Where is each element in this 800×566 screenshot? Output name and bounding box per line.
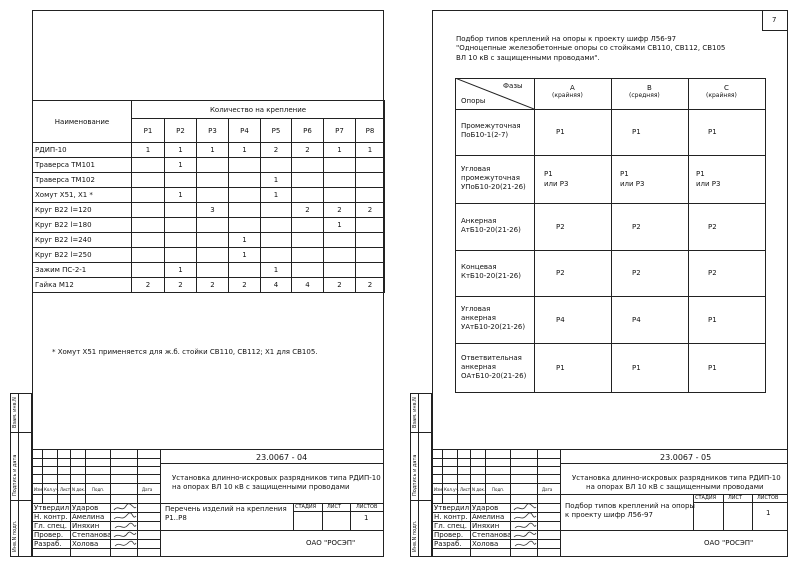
qty-cell <box>197 248 229 263</box>
sheet-title-1: Перечень изделий на крепления <box>165 505 287 513</box>
qty-cell <box>292 263 324 278</box>
qty-cell <box>197 173 229 188</box>
qty-cell <box>132 233 165 248</box>
col-data: Дата <box>142 487 153 492</box>
sheet-title-1: Подбор типов креплений на опоры <box>565 502 695 510</box>
qty-cell: 1 <box>132 143 165 158</box>
support-label: анкерная <box>461 314 496 322</box>
person: Ударов <box>72 504 99 512</box>
qty-cell <box>292 188 324 203</box>
qty-cell: 1 <box>261 263 292 278</box>
col-head: P7 <box>324 119 356 143</box>
fastener-quantity-table <box>32 100 385 293</box>
qty-cell: 1 <box>165 188 197 203</box>
qty-cell: 1 <box>165 158 197 173</box>
qty-cell <box>132 248 165 263</box>
qty-cell: 2 <box>132 278 165 293</box>
qty-cell: 2 <box>197 278 229 293</box>
fastener-type: P1 <box>708 315 717 324</box>
qty-cell: 2 <box>292 143 324 158</box>
support-label: Угловая <box>461 305 491 313</box>
doc-title-2: на опорах ВЛ 10 кВ с защищенными проводами <box>586 483 764 491</box>
organization: ОАО "РОСЭП" <box>306 539 356 547</box>
doc-code: 23.0067 - 05 <box>660 453 712 462</box>
qty-cell <box>229 218 261 233</box>
person: Иняхин <box>72 522 100 530</box>
person: Амелина <box>72 513 105 521</box>
col-list: Лист <box>460 487 471 492</box>
table-row <box>33 248 385 263</box>
col-list: Лист <box>60 487 71 492</box>
col-kol: Кол.уч. <box>44 487 60 492</box>
qty-cell: 3 <box>197 203 229 218</box>
fastener-type: P2 <box>708 222 717 231</box>
person: Холова <box>472 540 499 548</box>
signatures <box>512 503 538 557</box>
qty-cell <box>261 233 292 248</box>
support-label: Анкерная <box>461 216 497 225</box>
qty-cell <box>197 188 229 203</box>
sheets-count: 1 <box>364 514 369 522</box>
table-row <box>33 188 385 203</box>
side-label-podp: Подпись и дата <box>12 454 18 496</box>
fastener-alt: или P3 <box>696 180 721 188</box>
qty-cell: 2 <box>356 278 385 293</box>
phase-letter: A <box>570 84 575 92</box>
header-qty: Количество на крепление <box>132 101 385 119</box>
qty-cell <box>132 158 165 173</box>
qty-cell: 1 <box>229 248 261 263</box>
item-name: Траверса ТМ102 <box>33 173 132 188</box>
phase-desc: (средняя) <box>629 92 660 99</box>
role: Утвердил <box>34 504 70 512</box>
person: Амелина <box>472 513 505 521</box>
phase-desc: (крайняя) <box>552 92 583 99</box>
item-name: Гайка М12 <box>33 278 132 293</box>
qty-cell <box>165 233 197 248</box>
fastener-type: P2 <box>708 269 717 277</box>
col-podp: Подп. <box>492 487 505 492</box>
side-label-podp: Подпись и дата <box>412 454 418 496</box>
fastener-type: P1 <box>708 364 717 372</box>
doc-code: 23.0067 - 04 <box>256 453 308 462</box>
intro-line-3: ВЛ 10 кВ с защищенными проводами". <box>456 54 600 62</box>
qty-cell <box>197 218 229 233</box>
qty-cell <box>356 218 385 233</box>
qty-cell <box>324 248 356 263</box>
item-name: Круг В22 l=180 <box>33 218 132 233</box>
person: Степанова <box>72 531 112 539</box>
stage-label: СТАДИЯ <box>295 504 317 510</box>
role: Н. контр. <box>34 513 68 521</box>
support-label: АтБ10-20(21-26) <box>461 225 521 234</box>
support-label: УПоБ10-20(21-26) <box>461 182 526 191</box>
doc-title-2: на опорах ВЛ 10 кВ с защищенными проводами <box>172 483 350 491</box>
col-head: P4 <box>229 119 261 143</box>
fastener-type: P2 <box>556 222 565 231</box>
header-name: Наименование <box>33 101 132 143</box>
qty-cell <box>356 233 385 248</box>
fastener-type: P1 <box>632 364 641 372</box>
side-label-inv: Инв.N подл. <box>412 520 418 552</box>
qty-cell <box>165 173 197 188</box>
person: Ударов <box>472 504 499 512</box>
fastener-type: P1 <box>708 128 717 136</box>
table-row <box>33 173 385 188</box>
qty-cell <box>324 173 356 188</box>
table-row <box>33 278 385 293</box>
qty-cell <box>261 248 292 263</box>
qty-cell <box>356 188 385 203</box>
qty-cell: 4 <box>261 278 292 293</box>
item-name: РДИП-10 <box>33 143 132 158</box>
sheet-label: ЛИСТ <box>327 504 342 510</box>
qty-cell <box>261 218 292 233</box>
qty-cell <box>229 263 261 278</box>
table-row <box>33 143 385 158</box>
qty-cell: 4 <box>292 278 324 293</box>
qty-cell <box>132 218 165 233</box>
qty-cell <box>261 203 292 218</box>
item-name: Зажим ПС-2-1 <box>33 263 132 278</box>
qty-cell <box>292 158 324 173</box>
qty-cell <box>292 233 324 248</box>
qty-cell: 2 <box>229 278 261 293</box>
support-label: ПоБ10-1(2-7) <box>461 131 509 139</box>
qty-cell <box>356 248 385 263</box>
side-label-zam: Взам. инв.N <box>12 397 18 428</box>
qty-cell <box>229 158 261 173</box>
item-name: Круг В22 l=250 <box>33 248 132 263</box>
qty-cell <box>292 218 324 233</box>
role: Гл. спец. <box>434 522 467 530</box>
item-name: Траверса ТМ101 <box>33 158 132 173</box>
diag-supports: Опоры <box>461 97 486 105</box>
qty-cell <box>197 263 229 278</box>
qty-cell <box>324 188 356 203</box>
support-label: Угловая <box>461 164 491 173</box>
sheet-label: ЛИСТ <box>728 495 743 501</box>
qty-cell: 1 <box>165 143 197 158</box>
signatures <box>112 503 138 557</box>
intro-line-2: "Одноцепные железобетонные опоры со стойками СВ110, СВ112, СВ105 <box>456 44 726 52</box>
qty-cell <box>132 173 165 188</box>
table-row <box>33 218 385 233</box>
col-kol: Кол.уч. <box>444 487 460 492</box>
qty-cell <box>165 218 197 233</box>
fastener-type: P4 <box>632 315 641 324</box>
role: Н. контр. <box>434 513 468 521</box>
sheets-label: ЛИСТОВ <box>757 495 779 501</box>
fastener-type: P2 <box>632 222 641 231</box>
table-row <box>33 233 385 248</box>
fastener-type: P1 <box>556 364 565 372</box>
col-data: Дата <box>542 487 553 492</box>
qty-cell <box>229 203 261 218</box>
phase-desc: (крайняя) <box>706 92 737 99</box>
table-row <box>33 158 385 173</box>
role: Разраб. <box>34 540 62 548</box>
sheets-count: 1 <box>766 509 771 517</box>
table-row <box>33 263 385 278</box>
sheets-label: ЛИСТОВ <box>356 504 378 510</box>
qty-cell <box>165 248 197 263</box>
person: Иняхин <box>472 522 500 530</box>
qty-cell: 1 <box>229 233 261 248</box>
col-head: P1 <box>132 119 165 143</box>
person: Холова <box>72 540 99 548</box>
fastener-type: P2 <box>632 269 641 277</box>
sheet-title-2: Р1..Р8 <box>165 514 187 522</box>
side-label-inv: Инв.N подл. <box>12 520 18 552</box>
qty-cell <box>324 263 356 278</box>
stage-label: СТАДИЯ <box>695 495 717 501</box>
fastener-type: P1 <box>632 128 641 136</box>
role: Провер. <box>434 531 464 539</box>
qty-cell: 1 <box>356 143 385 158</box>
qty-cell <box>229 188 261 203</box>
role: Утвердил <box>434 504 470 512</box>
fastener-type: P2 <box>556 269 565 277</box>
qty-cell <box>197 158 229 173</box>
support-label: ОАтБ10-20(21-26) <box>461 371 527 380</box>
qty-cell <box>165 203 197 218</box>
qty-cell: 1 <box>261 188 292 203</box>
support-label: УАтБ10-20(21-26) <box>461 323 526 331</box>
qty-cell: 1 <box>229 143 261 158</box>
qty-cell: 2 <box>165 278 197 293</box>
fastener-alt: или P3 <box>620 180 645 188</box>
qty-cell: 1 <box>165 263 197 278</box>
qty-cell <box>356 173 385 188</box>
sheet-title-2: к проекту шифр Л56-97 <box>565 511 653 519</box>
col-head: P8 <box>356 119 385 143</box>
qty-cell: 2 <box>324 203 356 218</box>
support-label: анкерная <box>461 362 496 371</box>
diag-phases: Фазы <box>503 82 523 90</box>
role: Разраб. <box>434 540 462 548</box>
qty-cell: 1 <box>261 173 292 188</box>
fastener-type: P1 <box>556 128 565 136</box>
item-name: Хомут Х51, Х1 * <box>33 188 132 203</box>
side-label-zam: Взам. инв.N <box>412 397 418 428</box>
col-head: P2 <box>165 119 197 143</box>
intro-line-1: Подбор типов креплений на опоры к проекту шифр Л56-97 <box>456 35 677 43</box>
qty-cell <box>356 158 385 173</box>
qty-cell <box>356 263 385 278</box>
qty-cell <box>132 188 165 203</box>
qty-cell: 2 <box>261 143 292 158</box>
organization: ОАО "РОСЭП" <box>704 539 754 547</box>
doc-title-1: Установка длинно-искровых разрядников типа РДИП-10 <box>172 474 381 482</box>
support-label: Концевая <box>461 263 497 271</box>
table-row <box>33 203 385 218</box>
support-label: Ответвительная <box>461 353 522 362</box>
qty-cell <box>132 263 165 278</box>
qty-cell: 1 <box>197 143 229 158</box>
qty-cell <box>292 173 324 188</box>
col-ndok: N док. <box>72 487 86 492</box>
qty-cell: 1 <box>324 143 356 158</box>
support-label: Промежуточная <box>461 122 521 130</box>
doc-title-1: Установка длинно-искровых разрядников типа РДИП-10 <box>572 474 781 482</box>
fastener-type: P1 <box>696 170 705 178</box>
qty-cell <box>324 158 356 173</box>
fastener-alt: или P3 <box>544 180 569 188</box>
support-label: КтБ10-20(21-26) <box>461 272 521 280</box>
item-name: Круг В22 l=240 <box>33 233 132 248</box>
qty-cell <box>197 233 229 248</box>
qty-cell: 1 <box>324 218 356 233</box>
col-head: P5 <box>261 119 292 143</box>
col-head: P6 <box>292 119 324 143</box>
fastener-type: P1 <box>544 170 553 178</box>
item-name: Круг В22 l=120 <box>33 203 132 218</box>
col-izm: Изм. <box>434 487 444 492</box>
qty-cell <box>292 248 324 263</box>
col-podp: Подп. <box>92 487 105 492</box>
person: Степанова <box>472 531 512 539</box>
col-izm: Изм. <box>34 487 44 492</box>
support-label: промежуточная <box>461 173 520 182</box>
phase-letter: B <box>647 84 652 92</box>
qty-cell: 2 <box>292 203 324 218</box>
page-number: 7 <box>772 16 777 24</box>
qty-cell <box>324 233 356 248</box>
role: Гл. спец. <box>34 522 67 530</box>
fastener-type: P4 <box>556 315 565 324</box>
qty-cell: 2 <box>356 203 385 218</box>
col-head: P3 <box>197 119 229 143</box>
phase-letter: C <box>724 84 729 92</box>
qty-cell <box>261 158 292 173</box>
role: Провер. <box>34 531 64 539</box>
fastener-type: P1 <box>620 170 629 178</box>
qty-cell <box>132 203 165 218</box>
footnote: * Хомут Х51 применяется для ж.б. стойки СВ110, СВ112; Х1 для СВ105. <box>52 348 318 356</box>
qty-cell <box>229 173 261 188</box>
qty-cell: 2 <box>324 278 356 293</box>
col-ndok: N док. <box>472 487 486 492</box>
